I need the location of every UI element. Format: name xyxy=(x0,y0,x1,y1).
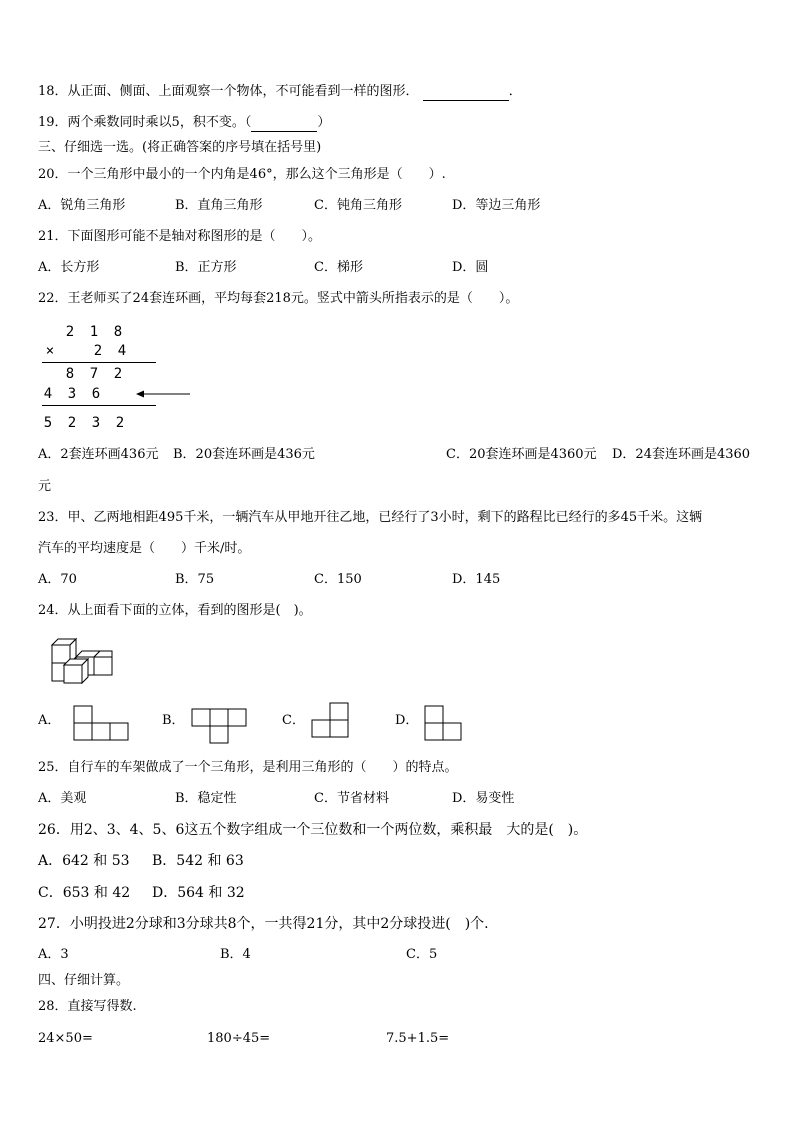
question-19-text: 19．两个乘数同时乘以5，积不变。（ xyxy=(38,115,252,130)
option-21-c[interactable]: C．梯形 xyxy=(314,260,363,275)
option-26-d[interactable]: D．564 和 32 xyxy=(152,885,245,901)
option-20-a[interactable]: A．锐角三角形 xyxy=(38,198,126,213)
calc-digit: 2 xyxy=(93,343,103,359)
option-24-d-figure[interactable] xyxy=(424,705,464,741)
calc-digit: 6 xyxy=(91,386,101,402)
calc-rule-1 xyxy=(42,362,156,363)
arrow-left-icon xyxy=(136,389,192,399)
calc-digit: 4 xyxy=(117,343,127,359)
question-23-line-2: 汽车的平均速度是（ ）千米/时。 xyxy=(38,541,251,556)
question-28-text: 28．直接写得数. xyxy=(38,999,137,1014)
option-25-b[interactable]: B．稳定性 xyxy=(175,791,237,806)
question-18-text: 18．从正面、侧面、上面观察一个物体，不可能看到一样的图形． xyxy=(38,84,419,99)
option-27-a[interactable]: A．3 xyxy=(38,947,69,962)
question-18 xyxy=(38,83,522,101)
calc-digit: 1 xyxy=(89,324,99,340)
question-20-text: 20．一个三角形中最小的一个内角是46°，那么这个三角形是（ ）. xyxy=(38,167,446,182)
calc-rule-2 xyxy=(42,405,156,406)
calc-digit: 2 xyxy=(65,324,75,340)
option-25-d[interactable]: D．易变性 xyxy=(452,791,515,806)
option-21-d[interactable]: D．圆 xyxy=(452,260,489,275)
calc-item-1[interactable]: 24×50= xyxy=(38,1031,93,1046)
section-3-heading: 三、仔细选一选。(将正确答案的序号填在括号里) xyxy=(38,140,322,155)
question-26-text: 26．用2、3、4、5、6这五个数字组成一个三位数和一个两位数，乘积最 大的是( )。 xyxy=(38,822,588,838)
option-26-c[interactable]: C．653 和 42 xyxy=(38,885,131,901)
question-27-text: 27．小明投进2分球和3分球共8个，一共得21分，其中2分球投进( )个. xyxy=(38,916,489,932)
option-23-b[interactable]: B．75 xyxy=(175,572,215,587)
option-26-b[interactable]: B．542 和 63 xyxy=(152,853,244,869)
option-24-c-figure[interactable] xyxy=(311,702,351,738)
cube-stack-figure xyxy=(50,635,114,685)
option-24-b-figure[interactable] xyxy=(191,708,247,744)
option-22-b[interactable]: B．20套连环画是436元 xyxy=(173,447,315,462)
answer-blank-19[interactable] xyxy=(251,117,317,132)
calc-digit: 2 xyxy=(67,415,77,431)
question-24-text: 24．从上面看下面的立体，看到的图形是( )。 xyxy=(38,603,312,618)
option-21-b[interactable]: B．正方形 xyxy=(175,260,237,275)
option-22-a[interactable]: A．2套连环画436元 xyxy=(38,447,159,462)
calc-digit: 4 xyxy=(43,386,53,402)
option-25-c[interactable]: C．节省材料 xyxy=(314,791,389,806)
option-20-b[interactable]: B．直角三角形 xyxy=(175,198,263,213)
option-22-c[interactable]: C．20套连环画是4360元 xyxy=(446,447,597,462)
option-24-c-label[interactable]: C． xyxy=(282,713,305,728)
question-19-tail: ） xyxy=(317,115,331,130)
question-18-tail: ． xyxy=(508,84,522,99)
option-23-a[interactable]: A．70 xyxy=(38,572,77,587)
option-24-a-figure[interactable] xyxy=(73,705,129,741)
question-23-line-1: 23．甲、乙两地相距495千米，一辆汽车从甲地开往乙地，已经行了3小时，剩下的路程比已经行的多45千米。这辆 xyxy=(38,510,703,525)
section-4-heading: 四、仔细计算。 xyxy=(38,973,130,988)
option-25-a[interactable]: A．美观 xyxy=(38,791,87,806)
calc-digit: 3 xyxy=(91,415,101,431)
option-22-d[interactable]: D．24套连环画是4360 xyxy=(612,447,751,462)
option-20-d[interactable]: D．等边三角形 xyxy=(452,198,541,213)
calc-digit: 7 xyxy=(89,366,99,382)
option-27-c[interactable]: C．5 xyxy=(406,947,438,962)
option-24-d-label[interactable]: D． xyxy=(395,713,419,728)
option-22-d-wrap: 元 xyxy=(38,479,52,494)
option-24-a-label[interactable]: A． xyxy=(38,713,61,728)
question-19 xyxy=(38,114,330,132)
calc-digit: 8 xyxy=(113,324,123,340)
calc-digit: 2 xyxy=(113,366,123,382)
option-21-a[interactable]: A．长方形 xyxy=(38,260,100,275)
calc-digit: 3 xyxy=(67,386,77,402)
question-22-text: 22．王老师买了24套连环画，平均每套218元。竖式中箭头所指表示的是（ ）。 xyxy=(38,291,519,306)
option-23-d[interactable]: D．145 xyxy=(452,572,501,587)
question-25-text: 25．自行车的车架做成了一个三角形，是利用三角形的（ ）的特点。 xyxy=(38,760,458,775)
option-26-a[interactable]: A．642 和 53 xyxy=(38,853,130,869)
option-23-c[interactable]: C．150 xyxy=(314,572,362,587)
calc-digit: 5 xyxy=(43,415,53,431)
times-sign: × xyxy=(45,343,55,359)
calc-digit: 8 xyxy=(65,366,75,382)
question-21-text: 21．下面图形可能不是轴对称图形的是（ ）。 xyxy=(38,229,322,244)
calc-item-2[interactable]: 180÷45= xyxy=(207,1031,271,1046)
option-24-b-label[interactable]: B． xyxy=(162,713,185,728)
option-20-c[interactable]: C．钝角三角形 xyxy=(314,198,402,213)
option-27-b[interactable]: B．4 xyxy=(220,947,251,962)
calc-item-3[interactable]: 7.5+1.5= xyxy=(386,1031,450,1046)
answer-blank-18[interactable] xyxy=(423,86,509,101)
calc-digit: 2 xyxy=(115,415,125,431)
